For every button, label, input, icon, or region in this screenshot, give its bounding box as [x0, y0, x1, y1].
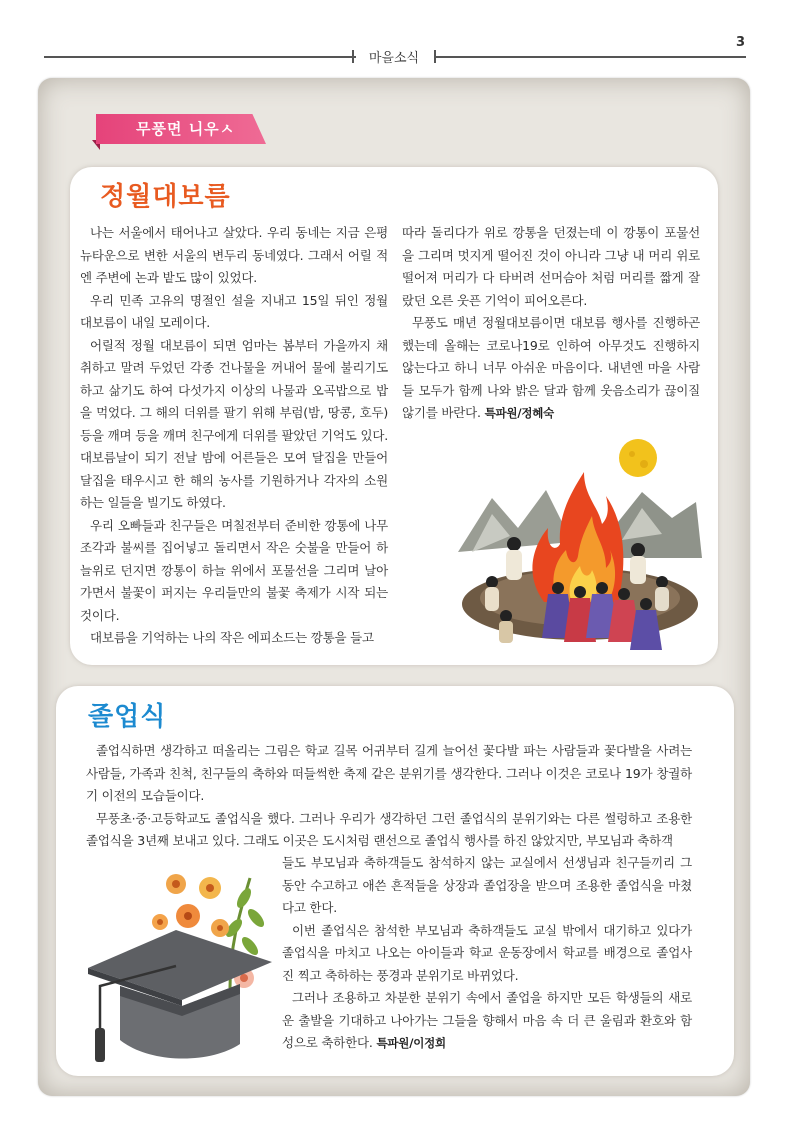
- full-moon-icon: [619, 439, 657, 477]
- paragraph: 무풍초·중·고등학교도 졸업식을 했다. 그러나 우리가 생각하던 그런 졸업식의 분위기와는 다른 썰렁하고 조용한 졸업식을 3년째 보내고 있다. 그래도 이곳은 도시처럼 랜선으로 졸업식 행사를 하진 않았지만, 부모님과 축하객: [86, 810, 692, 848]
- paragraph: 이번 졸업식은 참석한 부모님과 축하객들도 교실 밖에서 대기하고 있다가 졸업식을 마치고 나오는 아이들과 학교 운동장에서 학교를 배경으로 졸업사진 찍고 축하하는 풍경과 분위기로 바뀌었다.: [282, 922, 692, 983]
- article2-wide-text: [86, 740, 692, 853]
- byline: 특파원/이정희: [376, 1036, 446, 1050]
- paragraph: 나는 서울에서 태어나고 살았다. 우리 동네는 지금 은평 뉴타운으로 변한 서울의 변두리 동네였다. 그래서 어릴 적엔 주변에 논과 밭도 많이 있었다.: [80, 225, 388, 285]
- header-rule-left: [44, 56, 356, 58]
- header-rule-right: [434, 56, 746, 58]
- byline: 특파원/정혜숙: [484, 406, 555, 420]
- article1-left-column: [80, 222, 388, 650]
- page-number: 3: [736, 35, 746, 50]
- news-ribbon-label: 무풍면 니우ㅅ: [136, 120, 236, 138]
- paragraph: 어릴적 정월 대보름이 되면 엄마는 봄부터 가을까지 채취하고 말려 두었던 각종 건나물을 꺼내어 물에 불리기도 하고 삶기도 하여 다섯가지 이상의 나물과 오곡밥으로 밥을 먹었다. 그 해의 더위를 팔기 위해 부럼(밤, 땅콩, 호두) 등을 깨며 등을 깨며 친구에게 더위를 팔았던 기억도 있다. 대보름날이 되기 전날 밤에 어른들은 모여 달집을 만들어 달집을 태우시고 한 해의 농사를 기원하거나 각자의 소원하는 일들을 빌기도 하였다.: [80, 337, 388, 510]
- paragraph: 들도 부모님과 축하객들도 참석하지 않는 교실에서 선생님과 친구들끼리 그동안 수고하고 애쓴 흔적들을 상장과 졸업장을 받으며 조용한 졸업식을 마쳤다고 한다.: [282, 855, 692, 915]
- paragraph: 우리 민족 고유의 명절인 설을 지내고 15일 뒤인 정월 대보름이 내일 모레이다.: [80, 292, 388, 330]
- paragraph: 졸업식하면 생각하고 떠올리는 그림은 학교 길목 어귀부터 길게 늘어선 꽃다발 파는 사람들과 꽃다발을 사려는 사람들, 가족과 친척, 친구들의 축하와 떠들썩한 축제 같은 분위기를 생각한다. 그러나 이것은 코로나 19가 창궐하기 이전의 모습들이다.: [86, 743, 692, 803]
- paragraph-text: 그러나 조용하고 차분한 분위기 속에서 졸업을 하지만 모든 학생들의 새로운 출발을 기대하고 나아가는 그들을 향해서 마음 속 더 큰 울림과 환호와 함성으로 축하한다.: [282, 990, 692, 1050]
- section-title: 마을소식: [368, 51, 420, 66]
- article-title-graduation: 졸업식: [88, 702, 167, 732]
- paragraph: 대보름을 기억하는 나의 작은 에피소드는 깡통을 들고: [90, 630, 374, 645]
- paragraph-text: 무풍도 매년 정월대보름이면 대보름 행사를 진행하곤 했는데 올해는 코로나19로 인하여 아무것도 진행하지 않는다고 하니 너무 아쉬운 마음이다. 내년엔 마을 사람들 모두가 함께 나와 밝은 달과 함께 웃음소리가 끊이질 않기를 바란다.: [402, 315, 700, 420]
- article-title-daeboreum: 정월대보름: [100, 182, 231, 212]
- paragraph: 따라 돌리다가 위로 깡통을 던졌는데 이 깡통이 포물선을 그리며 멋지게 떨어진 것이 아니라 그냥 내 머리 위로 떨어져 머리가 다 타버려 선머슴아 처럼 머리를 짧게 잘랐던 오른 웃픈 기억이 피어오른다.: [402, 225, 700, 308]
- daeboreum-bonfire-illustration: [452, 432, 702, 664]
- article2-narrow-text: [282, 852, 692, 1055]
- paragraph: [402, 312, 700, 425]
- article1-right-column: [402, 222, 700, 425]
- paragraph: [282, 987, 692, 1055]
- paragraph: 우리 오빠들과 친구들은 며칠전부터 준비한 깡통에 나무조각과 불씨를 집어넣고 돌리면서 작은 숫불을 만들어 하늘위로 던지면 깡통이 하늘 위에서 포물선을 그리며 날아가면서 불꽃이 퍼지는 우리들만의 불꽃 축제가 시작 되는 것이다.: [80, 517, 388, 623]
- graduation-cap-illustration: [80, 858, 280, 1070]
